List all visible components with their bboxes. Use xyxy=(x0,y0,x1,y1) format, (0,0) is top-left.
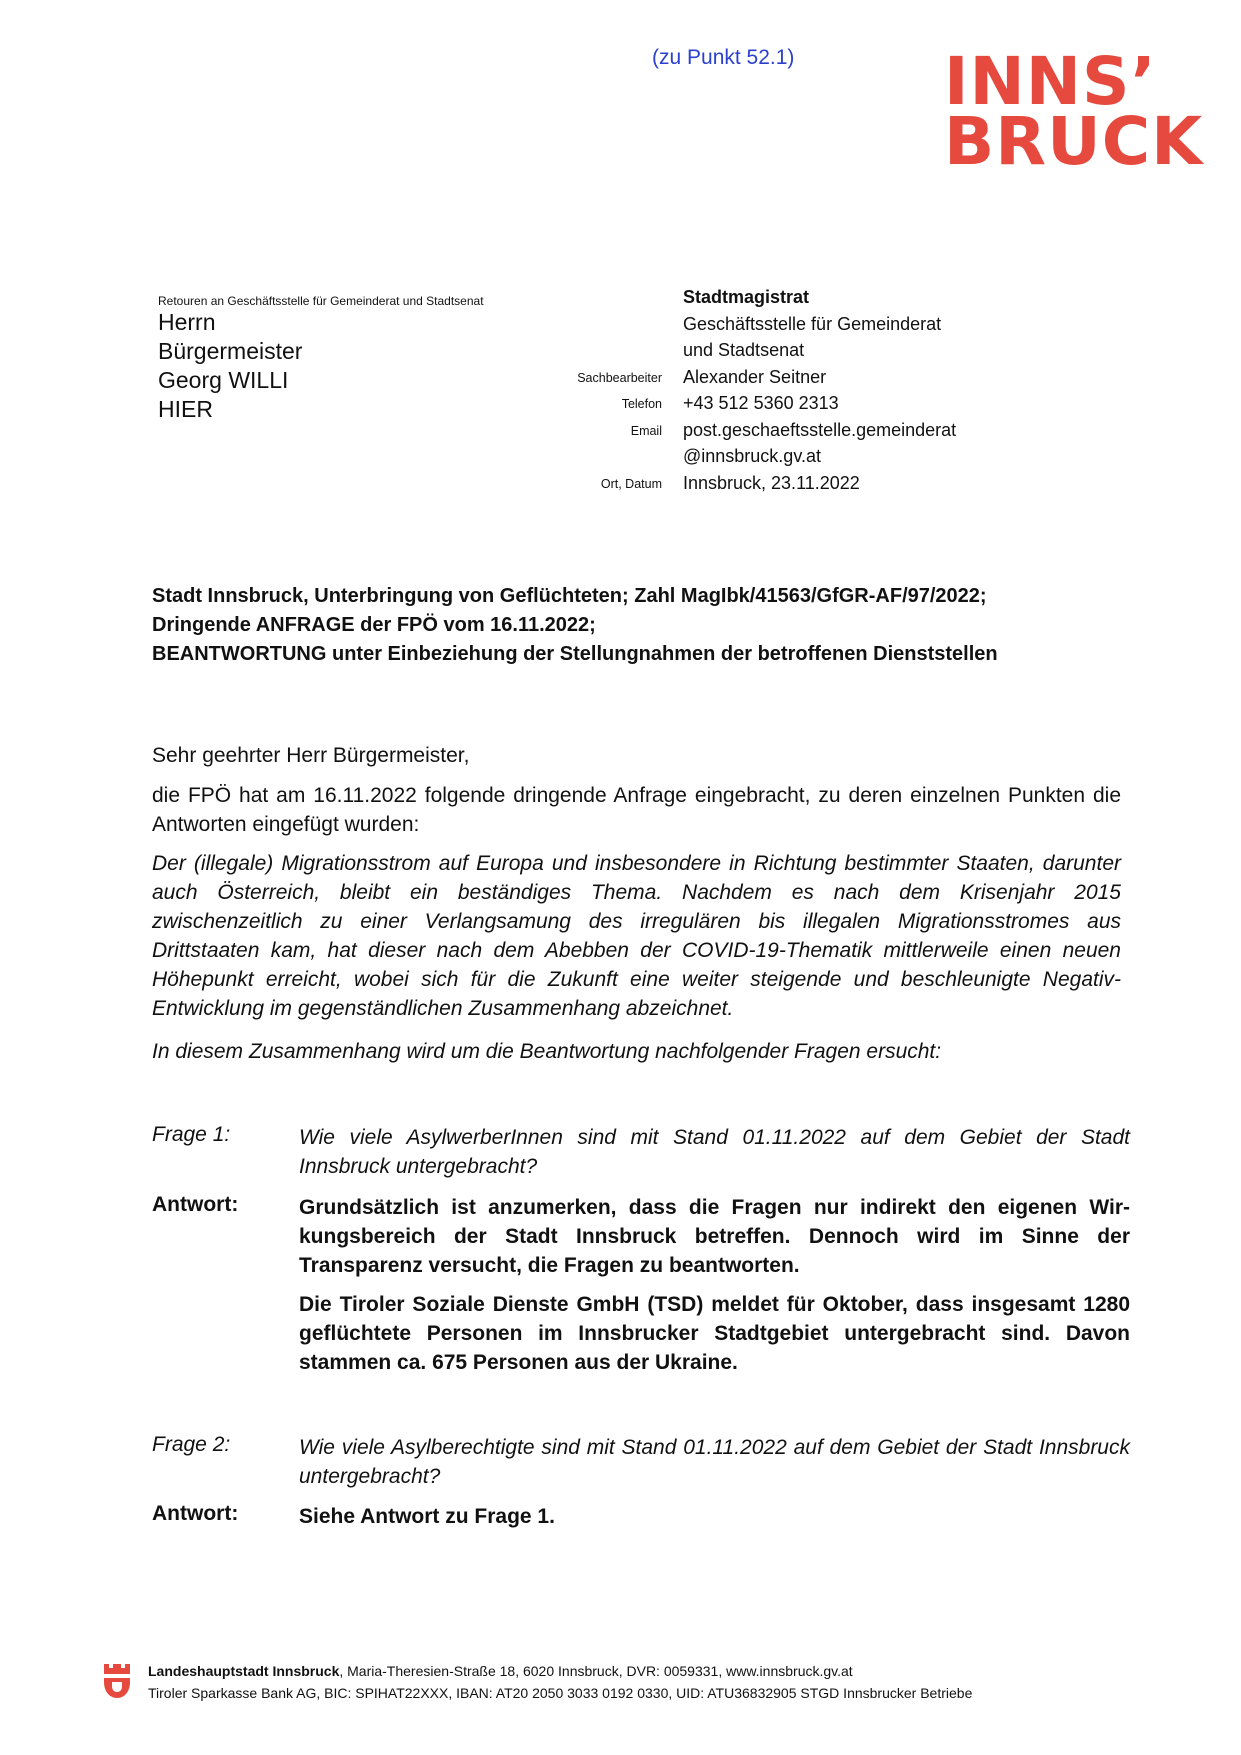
recipient-line: Georg WILLI xyxy=(158,367,289,393)
date-label: Ort, Datum xyxy=(600,477,662,491)
email-label: Email xyxy=(630,424,662,438)
logo-line-1: INNS’ xyxy=(944,43,1157,120)
sender-block xyxy=(683,284,956,496)
quoted-paragraph: Der (illegale) Migrationsstrom auf Europa und insbesondere in Richtung bestimmter Staaten, darunter auch Österreich, bleibt ein beständiges Thema. Nachdem es nach dem Krisenjahr 2015 zwischenzeitlich zu einer Verlangsamung des irregulären bis illegalen Migrationsstromes aus Drittstaaten kam, hat dieser nach dem Abebben der COVID-19-Thematik mittlerweile einen neuen Höhepunkt erreicht, wobei sich für die Zukunft eine weiter steigende und beschleunigte Negativ-Entwicklung im gegenständlichen Zusammenhang abzeichnet. xyxy=(152,852,1121,1020)
sender-phone: +43 512 5360 2313 xyxy=(683,393,839,413)
subject-line: Stadt Innsbruck, Unterbringung von Geflüchteten; Zahl MagIbk/41563/GfGR-AF/97/2022; xyxy=(152,585,987,607)
subject-line: Dringende ANFRAGE der FPÖ vom 16.11.2022; xyxy=(152,614,596,636)
sender-dept-line: Geschäftsstelle für Gemeinderat xyxy=(683,313,942,334)
subject-line: BEANTWORTUNG unter Einbeziehung der Stellungnahmen der betroffenen Dienststellen xyxy=(152,643,998,665)
question-2-label: Frage 2: xyxy=(152,1433,231,1456)
intro-paragraph: die FPÖ hat am 16.11.2022 folgende dringende Anfrage eingebracht, zu deren einzelnen Punkten die Antworten eingefügt wurden: xyxy=(152,784,1121,836)
salutation: Sehr geehrter Herr Bürgermeister, xyxy=(152,744,470,767)
return-address-line: Retouren an Geschäftsstelle für Gemeinderat und Stadtsenat xyxy=(158,294,484,308)
sender-date: Innsbruck, 23.11.2022 xyxy=(683,472,860,493)
recipient-address xyxy=(158,308,302,424)
recipient-line: Herrn xyxy=(158,309,216,335)
answer-2-text: Siehe Antwort zu Frage 1. xyxy=(299,1505,555,1528)
sender-email-line: @innsbruck.gv.at xyxy=(683,446,821,466)
sender-email-line: post.geschaeftsstelle.gemeinderat xyxy=(683,419,957,440)
recipient-line: HIER xyxy=(158,396,213,422)
footer-line-1 xyxy=(148,1663,853,1679)
innsbruck-coat-of-arms-icon xyxy=(102,1662,132,1700)
question-1-text: Wie viele AsylwerberInnen sind mit Stand 01.11.2022 auf dem Gebiet der Stadt Innsbruck untergebracht? xyxy=(299,1126,1130,1178)
answer-1-paragraph-2: Die Tiroler Soziale Dienste GmbH (TSD) meldet für Oktober, dass insgesamt 1280 geflüchtete Personen im Innsbrucker Stadtgebiet untergebracht sind. Davon stammen ca. 675 Personen aus der Ukraine. xyxy=(299,1293,1130,1374)
request-paragraph: In diesem Zusammenhang wird um die Beantwortung nachfolgender Fragen ersucht: xyxy=(152,1040,942,1063)
sender-clerk: Alexander Seitner xyxy=(683,366,827,387)
answer-1-label: Antwort: xyxy=(152,1193,239,1216)
innsbruck-logo xyxy=(944,43,1204,182)
recipient-line: Bürgermeister xyxy=(158,338,303,364)
sender-org: Stadtmagistrat xyxy=(683,287,810,307)
footer-line-2: Tiroler Sparkasse Bank AG, BIC: SPIHAT22XXX, IBAN: AT20 2050 3033 0192 0330, UID: ATU36832905 STGD Innsbrucker Betriebe xyxy=(148,1685,973,1701)
answer-2-label: Antwort: xyxy=(152,1502,239,1525)
sender-dept-line: und Stadtsenat xyxy=(683,340,805,360)
logo-line-2: BRUCK xyxy=(944,103,1204,180)
clerk-label: Sachbearbeiter xyxy=(577,371,662,385)
footer-city-name: Landeshauptstadt Innsbruck xyxy=(148,1663,340,1679)
footer-address: , Maria-Theresien-Straße 18, 6020 Innsbruck, DVR: 0059331, www.innsbruck.gv.at xyxy=(339,1663,853,1679)
question-2-text: Wie viele Asylberechtigte sind mit Stand 01.11.2022 auf dem Gebiet der Stadt Innsbruck untergebracht? xyxy=(299,1436,1130,1488)
subject-block xyxy=(152,582,1132,669)
reference-note: (zu Punkt 52.1) xyxy=(652,46,795,69)
question-1-label: Frage 1: xyxy=(152,1123,231,1146)
answer-1-paragraph-1: Grundsätzlich ist anzumerken, dass die Fragen nur indirekt den eigenen Wirkungsbereich der Stadt Innsbruck betreffen. Dennoch wird im Sinne der Transparenz versucht, die Fragen zu beantworten. xyxy=(299,1196,1130,1277)
phone-label: Telefon xyxy=(621,397,662,411)
